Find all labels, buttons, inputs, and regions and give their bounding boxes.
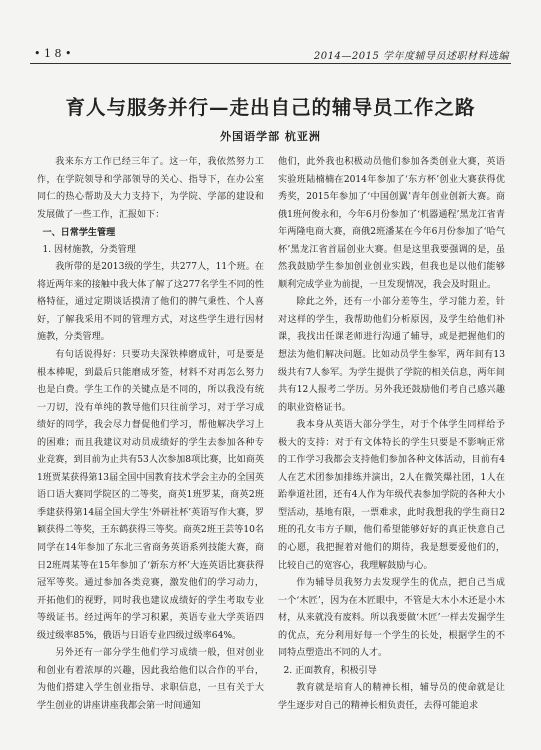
subsection-heading: 2. 正面教育，积极引导 — [283, 665, 377, 676]
article-title: 育人与服务并行—走出自己的辅导员工作之路 — [65, 96, 476, 119]
subsection-heading: 1. 因材施教，分类管理 — [42, 244, 136, 255]
paragraph: 他们，此外我也积极动员他们参加各类创业大赛，英语实验班陆楠楠在2014年参加了‘东方杯’创业大赛获得优秀奖，2015年参加了‘中国创翼’青年创业创新大赛。商俄1班何俊永和，今年6月份参加了‘机器通程’黑龙江省青年两隆电商大赛，商俄2班潘某在今年6月份参加了‘哈气杯’黑龙江省首届创业大赛。但是这里我要强调的是，虽然我鼓励学生参加创业创业实践，但我也是以他们能够顺利完成学业为前提，一旦发现情况，我会及时阻止。 — [278, 157, 505, 290]
paragraph: 教育就是培育人的精神长相，辅导员的使命就是让学生逐步对自己的精神长相负责任，去得可能追求 — [278, 683, 505, 711]
page-number: • 1 8 • — [34, 47, 72, 60]
page-header — [0, 0, 541, 70]
article-author: 外国语学部 杭亚洲 — [220, 130, 321, 143]
paragraph: 另外还有一部分学生他们学习成绩一般，但对创业和创业有着浓厚的兴趣，因此我给他们以合作的平台，为他们搭建入学生创业指导、求职信息，一旦有关于大学生创业的讲座讲座我都会第一时间通知 — [37, 648, 264, 711]
paragraph: 除此之外，还有一小部分差等生，学习能力差，针对这样的学生，我帮助他们分析原因，及学生给他们补课，我找出任课老师进行沟通了辅导，或是把握他们的想法为他们解决问题。比如动员学生参军，两年间有13级共有7人参军。为学生提供了学院的相关信息，两年间共有12人报考二学历。另外我还鼓励他们考自己感兴趣的职业资格证书。 — [278, 297, 505, 413]
section-heading: 一、日常学生管理 — [42, 227, 116, 239]
paragraph: 我来东方工作已经三年了。这一年，我依然努力工作，在学院领导和学部领导的关心、指导下，在办公室同仁的热心帮助及大力支持下，为学院、学部的建设和发展做了一些工作，汇报如下： — [37, 157, 264, 220]
paragraph: 作为辅导员我努力去发现学生的优点，把自己当成一个‘木匠’，因为在木匠眼中，不管是大木小木还是小木材，从来就没有废料。所以我要做‘木匠’一样去发掘学生的优点，充分利用好每一个学生的长处，根据学生的不同特点塑造出不同的人才。 — [278, 578, 505, 659]
left-column — [37, 154, 264, 716]
paragraph: 我本身从英语大部分学生，对于个体学生同样给予极大的支持：对于有文体特长的学生只要是不影响正常的工作学习我都会支持他们参加各种文体活动，目前有4人在艺术团参加排练并演出，2人在微笑爆社团，1人在跆拳道社团，还有4人作为年级代表参加学院的各种大小型活动，基地有限，一票难求，此时我想我的学生商日2班的孔女韦方子顺，他们希望能够好好的真正快意自己的心愿，我把握着对他们的期待，我是想要爱他们的，比较自己的宽容心，我理解鼓励与心。 — [278, 420, 505, 571]
running-title: 2014—2015 学年度辅导员述职材料选编 — [313, 51, 509, 62]
paragraph: 有句话说得好：只要功夫深铁棒磨成针，可是要是根本棒呢，到最后只能磨成牙签，材料不对再怎么努力也是白费。学生工作的关键点是不同的，所以我没有统一刀切，没有单纯的教导他们只往前学习，对于学习成绩好的同学，我会尽力督促他们学习，帮他解决学习上的困难；而且我建议对动员成绩好的学生去参加各种专业竞赛，到目前为止共有53人次参加8项比赛，比如商英1班贾某获得第13届全国中国教育技术学会主办的全国英语口语大赛同学院区的二等奖，商英1班罗某，商英2班季建获得第14届全国大学生‘外研社杯’英语写作大赛，罗颖获得二等奖，王东鹤获得三等奖。商英2班王芸等10名同学在14年参加了东北三省商务英语系列技能大赛，商日2班周某等在15年参加了‘新东方杯’大连英语比赛获得冠军等奖。通过参加各类竞赛，激发他们的学习动力，开拓他们的视野，同时我也建议成绩好的学生考取专业等级证书。经过两年的学习积累，英语专业大学英语四级过级率85%，俄语与日语专业四级过级率64%。 — [37, 350, 264, 641]
paragraph: 我所带的是2013级的学生，共277人，11个班。在将近两年来的接触中我大体了解了这277名学生不同的性格特征，通过定期谈话摸清了他们的脾气秉性、个人喜好，了解我采用不同的管理方式，对这些学生进行因材施教，分类管理。 — [37, 262, 264, 343]
right-column — [278, 154, 505, 716]
header-rule — [30, 63, 511, 64]
